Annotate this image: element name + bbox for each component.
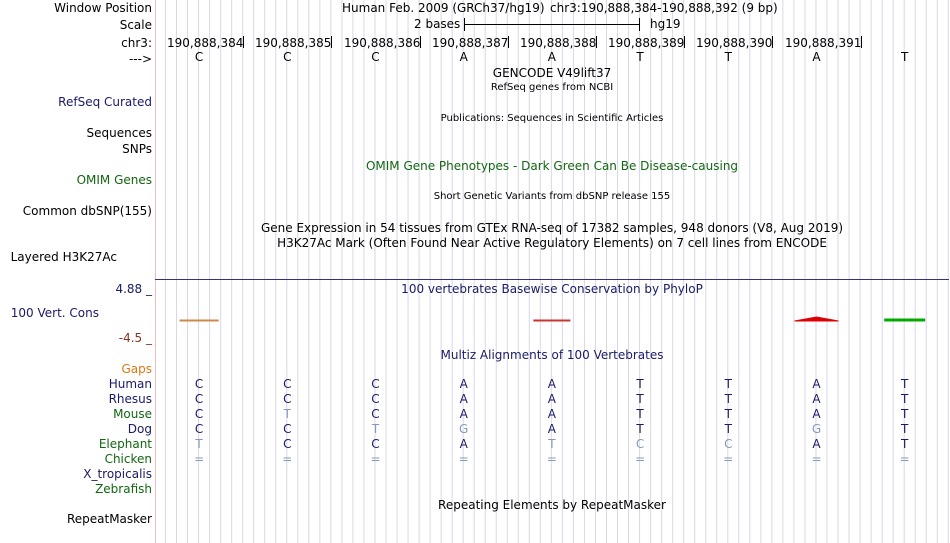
alignment-base: = <box>811 452 822 466</box>
alignment-base: C <box>371 437 380 451</box>
alignment-base: C <box>283 377 292 391</box>
species-label[interactable]: X_tropicalis <box>83 467 152 481</box>
alignment-base: T <box>195 437 203 451</box>
chrom-label: chr3: <box>121 36 152 50</box>
label-column-separator <box>155 0 156 543</box>
alignment-base: A <box>812 377 821 391</box>
gencode-track-title[interactable]: GENCODE V49lift37 <box>492 66 612 80</box>
repeatmasker-label[interactable]: RepeatMasker <box>66 512 152 526</box>
coordinate-tick-mark <box>420 36 421 48</box>
scale-bar-left-cap <box>464 18 465 31</box>
reference-base: T <box>636 50 644 64</box>
coordinate-tick-mark <box>684 36 685 48</box>
alignment-base: A <box>459 392 468 406</box>
dbsnp-track-title[interactable]: Short Genetic Variants from dbSNP release 155 <box>433 191 671 202</box>
coordinate-tick-label: 190,888,387 <box>432 36 509 50</box>
alignment-base: A <box>547 407 556 421</box>
alignment-base: T <box>283 407 291 421</box>
alignment-base: = <box>635 452 646 466</box>
alignment-base: C <box>283 392 292 406</box>
alignment-base: T <box>371 422 380 436</box>
phylop-track-label[interactable]: 100 Vert. Cons <box>10 306 99 320</box>
alignment-base: C <box>283 437 292 451</box>
alignment-base: T <box>724 377 732 391</box>
alignment-base: = <box>899 452 910 466</box>
alignment-base: = <box>723 452 734 466</box>
alignment-base: A <box>459 437 468 451</box>
window-position-value: chr3:190,888,384-190,888,392 (9 bp) <box>550 1 778 15</box>
scale-label: Scale <box>119 18 152 32</box>
alignment-base: T <box>636 407 644 421</box>
alignment-base: T <box>901 437 909 451</box>
alignment-base: C <box>194 377 204 391</box>
alignment-base: A <box>547 377 556 391</box>
alignment-base: C <box>371 392 380 406</box>
phylop-min-label: -4.5 _ <box>118 331 152 345</box>
gtex-track-title[interactable]: Gene Expression in 54 tissues from GTEx RNA-seq of 17382 samples, 948 donors (V8, Aug 2019) <box>260 221 844 235</box>
alignment-base: C <box>371 407 380 421</box>
coordinate-tick-mark <box>772 36 773 48</box>
coordinate-tick-label: 190,888,384 <box>167 36 244 50</box>
reference-base: C <box>283 50 292 64</box>
phylop-track-title[interactable]: 100 vertebrates Basewise Conservation by PhyloP <box>401 282 703 296</box>
alignment-base: C <box>635 437 645 451</box>
coordinate-tick-mark <box>508 36 509 48</box>
species-label[interactable]: Mouse <box>113 407 152 421</box>
repeatmasker-track-title[interactable]: Repeating Elements by RepeatMasker <box>438 498 666 512</box>
alignment-base: C <box>194 392 204 406</box>
reference-base: T <box>724 50 732 64</box>
strand-label: ---> <box>128 52 152 66</box>
alignment-base: A <box>459 407 468 421</box>
assembly-name: Human Feb. 2009 (GRCh37/hg19) <box>342 1 545 15</box>
alignment-base: = <box>282 452 293 466</box>
coordinate-tick-mark <box>861 36 862 48</box>
alignment-base: A <box>812 437 821 451</box>
alignment-base: C <box>724 437 733 451</box>
species-label[interactable]: Human <box>108 377 152 391</box>
track-group-separator <box>155 279 949 280</box>
alignment-base: A <box>812 392 821 406</box>
alignment-base: T <box>548 437 556 451</box>
coordinate-tick-label: 190,888,386 <box>344 36 421 50</box>
alignment-base: A <box>459 377 468 391</box>
alignment-base: = <box>546 452 557 466</box>
omim-genes-label[interactable]: OMIM Genes <box>76 173 152 187</box>
gaps-label: Gaps <box>121 362 152 376</box>
reference-base: T <box>901 50 909 64</box>
alignment-base: T <box>901 392 909 406</box>
alignment-base: T <box>724 422 732 436</box>
alignment-base: T <box>636 377 644 391</box>
alignment-base: T <box>901 377 909 391</box>
species-label[interactable]: Elephant <box>98 437 152 451</box>
multiz-track-title[interactable]: Multiz Alignments of 100 Vertebrates <box>440 348 664 362</box>
scale-bar <box>464 24 640 25</box>
coordinate-tick-mark <box>243 36 244 48</box>
alignment-base: = <box>370 452 381 466</box>
alignment-base: = <box>458 452 469 466</box>
h3k27ac-track-title[interactable]: H3K27Ac Mark (Often Found Near Active Regulatory Elements) on 7 cell lines from ENCODE <box>277 236 827 250</box>
snps-label[interactable]: SNPs <box>122 142 152 156</box>
coordinate-tick-label: 190,888,391 <box>785 36 862 50</box>
scale-genome: hg19 <box>650 17 681 31</box>
phylop-wiggle-mark <box>885 319 925 321</box>
layered-h3k27ac-label[interactable]: Layered H3K27Ac <box>10 250 117 264</box>
species-label[interactable]: Dog <box>127 422 152 436</box>
scale-value: 2 bases <box>414 17 461 31</box>
species-label[interactable]: Chicken <box>104 452 152 466</box>
coordinate-tick-label: 190,888,389 <box>608 36 685 50</box>
alignment-base: C <box>283 422 292 436</box>
alignment-base: C <box>194 422 204 436</box>
alignment-base: C <box>194 407 204 421</box>
phylop-wiggle-mark <box>180 320 218 321</box>
alignment-base: T <box>901 407 909 421</box>
alignment-base: T <box>901 422 909 436</box>
coordinate-tick-label: 190,888,388 <box>520 36 597 50</box>
reference-base: C <box>194 50 204 64</box>
phylop-max-label: 4.88 _ <box>115 282 152 296</box>
refseq-curated-label[interactable]: RefSeq Curated <box>58 95 152 109</box>
alignment-base: A <box>547 392 556 406</box>
reference-base: A <box>812 50 821 64</box>
alignment-base: A <box>812 407 821 421</box>
common-dbsnp-label[interactable]: Common dbSNP(155) <box>22 204 152 218</box>
phylop-wiggle-mark <box>795 317 839 321</box>
alignment-base: G <box>811 422 822 436</box>
coordinate-tick-label: 190,888,385 <box>255 36 332 50</box>
alignment-base: C <box>371 377 380 391</box>
window-position-label: Window Position <box>54 1 152 15</box>
alignment-base: T <box>636 422 644 436</box>
alignment-base: T <box>724 392 732 406</box>
phylop-wiggle-mark <box>534 320 570 321</box>
coordinate-tick-mark <box>596 36 597 48</box>
alignment-base: T <box>724 407 732 421</box>
refseq-track-subtitle[interactable]: RefSeq genes from NCBI <box>490 82 614 93</box>
reference-base: A <box>459 50 468 64</box>
reference-base: A <box>547 50 556 64</box>
alignment-base: A <box>547 422 556 436</box>
species-label[interactable]: Zebrafish <box>95 482 152 496</box>
coordinate-tick-label: 190,888,390 <box>696 36 773 50</box>
species-label[interactable]: Rhesus <box>108 392 152 406</box>
omim-track-title[interactable]: OMIM Gene Phenotypes - Dark Green Can Be Disease-causing <box>365 159 739 173</box>
reference-base: C <box>371 50 380 64</box>
alignment-base: = <box>194 452 205 466</box>
alignment-base: T <box>636 392 644 406</box>
alignment-base: G <box>459 422 469 436</box>
sequences-label[interactable]: Sequences <box>86 126 152 140</box>
scale-bar-right-cap <box>639 18 640 31</box>
coordinate-tick-mark <box>331 36 332 48</box>
publications-track-title[interactable]: Publications: Sequences in Scientific Articles <box>440 113 664 124</box>
